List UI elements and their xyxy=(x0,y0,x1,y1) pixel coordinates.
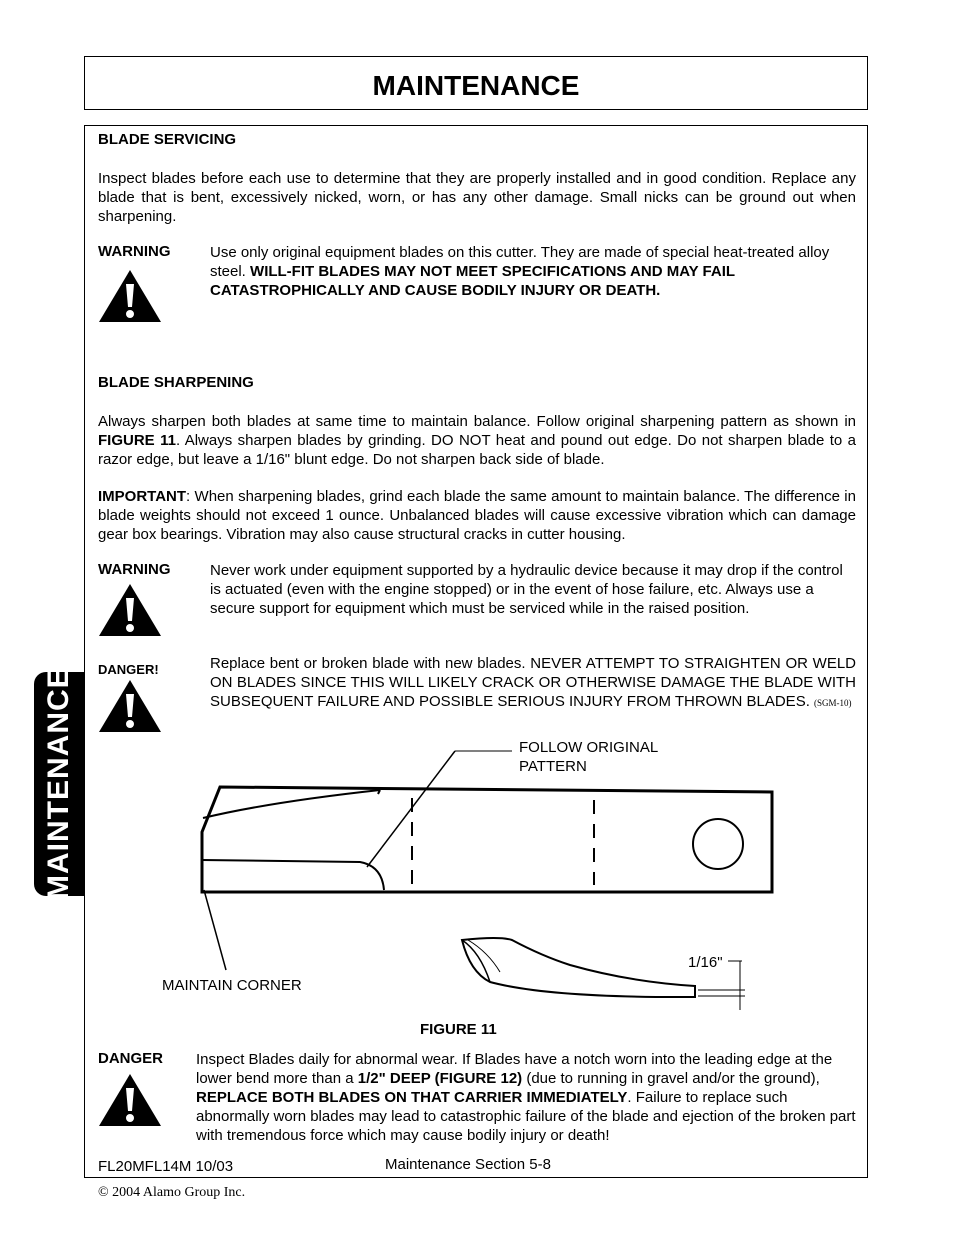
page-title: MAINTENANCE xyxy=(372,70,580,101)
figure-caption: FIGURE 11 xyxy=(420,1021,497,1038)
warning-text-1: Use only original equipment blades on this cutter. They are made of special heat-treated alloy steel. WILL-FIT BLADES MAY NOT MEET SPECIFICATIONS AND MAY FAIL CATASTROPHICALLY AND CAUSE BODILY INJURY OR DEATH. xyxy=(210,244,830,299)
warning-label-2: WARNING xyxy=(98,561,171,578)
footer-copyright: © 2004 Alamo Group Inc. xyxy=(98,1185,246,1200)
warning-triangle-icon xyxy=(97,1072,163,1128)
label-blunt-edge: 1/16" xyxy=(688,954,723,971)
warning-triangle-icon xyxy=(97,582,163,638)
footer-section: Maintenance Section 5-8 xyxy=(385,1156,551,1173)
danger-label-1: DANGER! xyxy=(98,662,159,677)
label-follow-original: FOLLOW ORIGINAL PATTERN xyxy=(519,739,659,775)
danger-text-2: Inspect Blades daily for abnormal wear. If Blades have a notch worn into the leading edge at the lower bend more than a 1/2" DEEP (FIGURE 12) (due to running in gravel and/or the ground), REPLACE BOTH BLADES ON THAT CARRIER IMMEDIATELY. Failure to replace such abnormally worn blades may lead to catastrophic failure of the blade and ejection of the broken part with tremendous force which may cause bodily injury or death! xyxy=(196,1051,856,1144)
important-note: IMPORTANT: When sharpening blades, grind each blade the same amount to maintain balance. The difference in blade weights should not exceed 1 ounce. Unbalanced blades will cause excessive vibration which can damage gear box bearings. Vibration may also cause structural cracks in cutter housing. xyxy=(98,488,856,543)
side-tab-label: MAINTENANCE xyxy=(42,667,75,901)
blade-servicing-body: Inspect blades before each use to determine that they are properly installed and in good condition. Replace any blade that is bent, excessively nicked, worn, or has any other damage. Small nicks can be ground out when sharpening. xyxy=(98,170,856,225)
warning-triangle-icon xyxy=(97,678,163,734)
blade-servicing-heading: BLADE SERVICING xyxy=(98,131,237,148)
footer-doc-id: FL20MFL14M 10/03 xyxy=(98,1158,234,1175)
blade-sharpening-heading: BLADE SHARPENING xyxy=(98,374,254,391)
warning-text-2: Never work under equipment supported by a hydraulic device because it may drop if the control is actuated (even with the engine stopped) or in the event of hose failure, etc. Always use a secure support for equipment which must be serviced while in the raised position. xyxy=(210,562,843,617)
warning-triangle-icon xyxy=(97,268,163,324)
warning-label-1: WARNING xyxy=(98,243,171,260)
danger-label-2: DANGER xyxy=(98,1050,164,1067)
danger-text-1: Replace bent or broken blade with new blades. NEVER ATTEMPT TO STRAIGHTEN OR WELD ON BLADES SINCE THIS WILL LIKELY CRACK OR OTHERWISE DAMAGE THE BLADE WITH SUBSEQUENT FAILURE AND POSSIBLE SERIOUS INJURY FROM THROWN BLADES. (SGM-10) xyxy=(210,655,856,710)
blade-sharpening-body: Always sharpen both blades at same time to maintain balance. Follow original sharpening pattern as shown in FIGURE 11. Always sharpen blades by grinding. DO NOT heat and pound out edge. Do not sharpen blade to a razor edge, but leave a 1/16" blunt edge. Do not sharpen back side of blade. xyxy=(98,413,856,468)
label-maintain-corner: MAINTAIN CORNER xyxy=(162,977,302,994)
